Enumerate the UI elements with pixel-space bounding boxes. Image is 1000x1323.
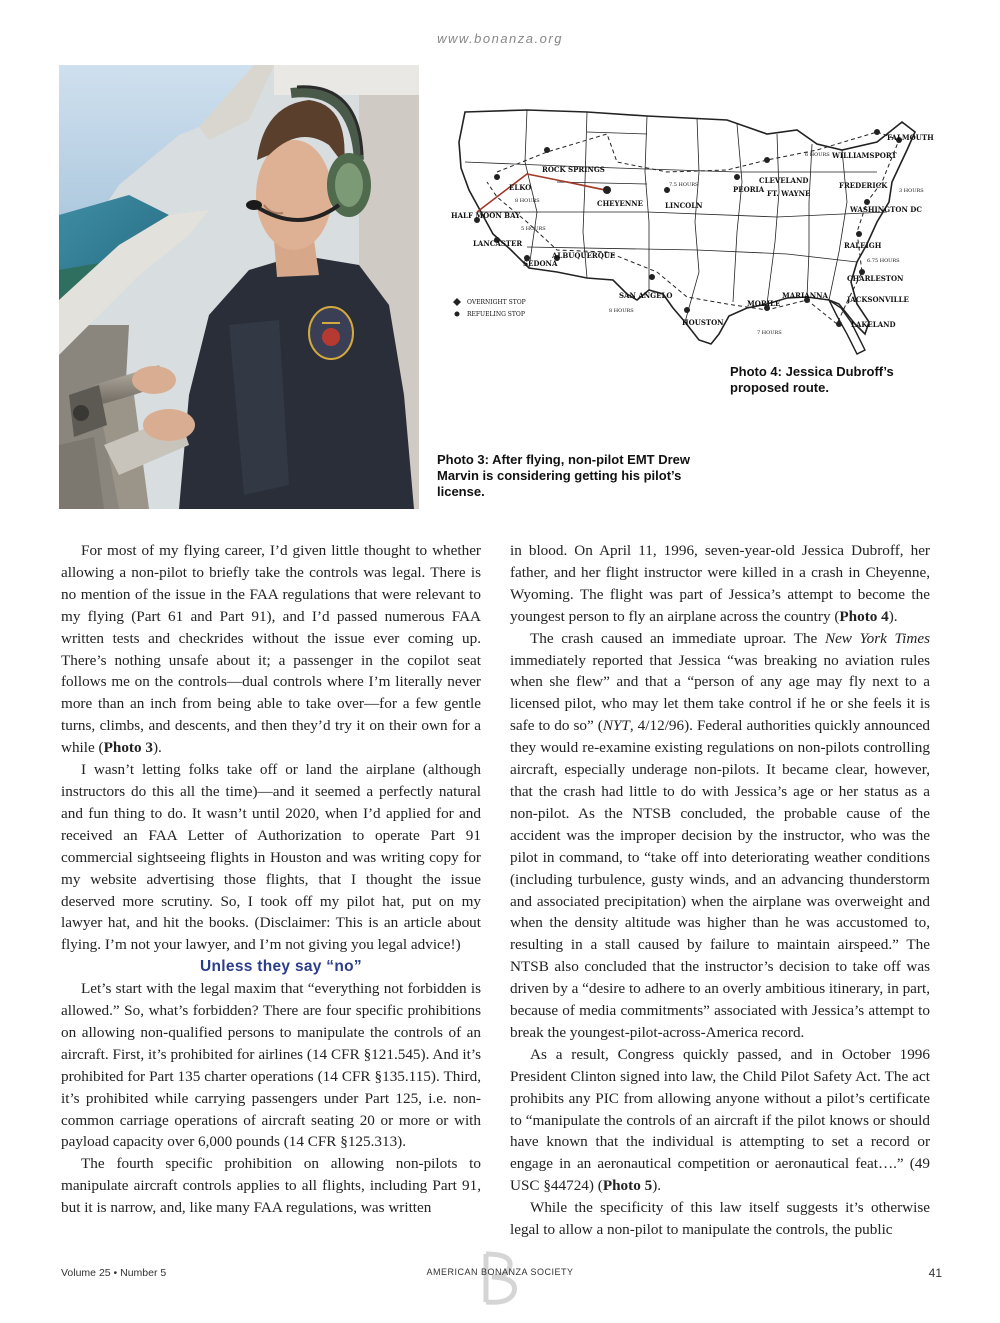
- photo-4-route-map: [437, 72, 942, 362]
- paragraph-1: For most of my flying career, I’d given little thought to whether allowing a non-pilot to briefly take the controls was legal. There is no mention of the issue in the FAA regulations that were relevant to my flying (Part 61 and Part 91), and I’d passed numerous FAA written tests and checkrides without the issue ever coming up. There’s nothing unsafe about it; a passenger in the copilot seat follows me on the controls—dual controls where I’m literally never more than an inch from being able to take over—for a few gentle turns, climbs, and descents, and then they’d try it on their own for a while (Photo 3).: [61, 542, 481, 757]
- nyt-title: New York Times: [824, 629, 930, 647]
- map-hours-7: 7 HOURS: [757, 330, 782, 336]
- photo-3-caption: Photo 3: After flying, non-pilot EMT Drew Marvin is considering getting his pilot’s license.: [437, 452, 690, 499]
- map-label-lincoln: LINCOLN: [665, 201, 703, 210]
- ems-patch: [309, 307, 353, 359]
- map-label-sedona: SEDONA: [523, 259, 558, 268]
- paragraph-5: in blood. On April 11, 1996, seven-year-old Jessica Dubroff, her father, and her flight instructor were killed in a crash in Cheyenne, Wyoming. The flight was part of Jessica’s attempt to become the youngest person to fly an airplane across the country (Photo 4).: [510, 542, 930, 625]
- map-label-san-angelo: SAN ANGELO: [619, 291, 673, 300]
- paragraph-4: The fourth specific prohibition on allowing non-pilots to manipulate aircraft controls applies to all flights, including Part 91, but it is narrow, and, like many FAA regulations, was written: [61, 1155, 481, 1217]
- photo-3-ref: Photo 3: [103, 739, 153, 757]
- map-hours-8b: 8 HOURS: [609, 308, 634, 314]
- map-label-cheyenne: CHEYENNE: [597, 199, 643, 208]
- nyt-cite: NYT: [602, 717, 630, 735]
- bonanza-logo-watermark: [478, 1250, 522, 1306]
- map-label-raleigh: RALEIGH: [844, 241, 882, 250]
- map-hours-7-5: 7.5 HOURS: [669, 182, 699, 188]
- map-label-lakeland: LAKELAND: [851, 320, 896, 329]
- photo-4-caption: Photo 4: Jessica Dubroff’s proposed route.: [730, 364, 894, 395]
- article-column-right: [510, 540, 930, 1241]
- paragraph-2: I wasn’t letting folks take off or land the airplane (although instructors do this all the time)—and it seemed a perfectly natural and fun thing to do. It wasn’t until 2020, when I’d applied for and received an FAA Letter of Authorization to operate Part 91 commercial sightseeing flights in Houston and was writing copy for my website advertising those flights, that I thought the issue deserved more scrutiny. So, I took off my pilot hat, put on my lawyer hat, and hit the books. (Disclaimer: This is an article about flying. I’m not your lawyer, and I’m not giving you legal advice!): [61, 761, 481, 954]
- map-label-half-moon-bay: HALF MOON BAY: [451, 211, 521, 220]
- map-label-williamsport: WILLIAMSPORT: [832, 151, 897, 160]
- photo-3-cockpit: [59, 65, 419, 509]
- map-label-washington: WASHINGTON DC: [850, 205, 922, 214]
- map-label-houston: HOUSTON: [682, 318, 724, 327]
- legend-overnight: OVERNIGHT STOP: [467, 299, 526, 306]
- map-label-frederick: FREDERICK: [839, 181, 888, 190]
- article-column-left: [61, 540, 481, 1219]
- section-heading: Unless they say “no”: [200, 958, 362, 976]
- map-label-falmouth: FALMOUTH: [887, 133, 934, 142]
- site-url[interactable]: www.bonanza.org: [437, 31, 563, 46]
- map-hours-6-75: 6.75 HOURS: [867, 258, 900, 264]
- legend-refueling: REFUELING STOP: [467, 311, 525, 318]
- map-label-marianna: MARIANNA: [782, 291, 828, 300]
- page-number: 41: [928, 1266, 942, 1280]
- map-label-rock-springs: ROCK SPRINGS: [542, 165, 605, 174]
- photo-5-ref: Photo 5: [602, 1177, 653, 1195]
- map-label-mobile: MOBILE: [747, 299, 781, 308]
- footer-volume: Volume 25 • Number 5: [61, 1267, 167, 1279]
- paragraph-7: As a result, Congress quickly passed, and in October 1996 President Clinton signed into law, the Child Pilot Safety Act. The act prohibits any PIC from allowing anyone without a pilot’s certificate to “manipulate the controls of an aircraft if the pilot knows or should have known that the individual is attempting to set a record or engage in an aeronautical competition or aeronautical feat….” (49 USC §44724) (Photo 5).: [510, 1045, 930, 1195]
- map-label-ft-wayne: FT. WAYNE: [767, 189, 811, 198]
- map-label-albuquerque: ALBUQUERQUE: [552, 251, 616, 260]
- photo-4-ref: Photo 4: [839, 607, 889, 625]
- map-label-cleveland: CLEVELAND: [759, 176, 809, 185]
- footer-society: AMERICAN BONANZA SOCIETY: [426, 1267, 574, 1277]
- map-hours-5: 5 HOURS: [521, 226, 546, 232]
- map-hours-6: 6 HOURS: [805, 152, 830, 158]
- paragraph-6: The crash caused an immediate uproar. The New York Times immediately reported that Jessica “was breaking no aviation rules when she flew” and that a “person of any age may fly next to a licensed pilot, who may let them take control if he or she feels it is safe to do so” (NYT, 4/12/96). Federal authorities quickly announced they would re-examine existing regulations on non-pilots controlling aircraft, especially underage non-pilots. It became clear, however, that the crash had little to do with Jessica’s age or her status as a non-pilot. As the NTSB concluded, the probable cause of the accident was the improper decision by the instructor, who was the pilot in command, to “take off into deteriorating weather conditions (including turbulence, gusty winds, and an advancing thunderstorm and associated precipitation) when the airplane was overweight and when the density altitude was higher than he was accustomed to, resulting in a stall caused by failure to maintain airspeed.” The NTSB also concluded that the instructor’s decision to take off was driven by a “desire to adhere to an overly ambitious itinerary, in part, because of media commitments” associated with Jessica’s attempt to break the youngest-pilot-across-America record.: [510, 629, 930, 1041]
- map-hours-3: 3 HOURS: [899, 188, 924, 194]
- map-label-lancaster: LANCASTER: [473, 239, 523, 248]
- map-label-peoria: PEORIA: [733, 185, 765, 194]
- map-label-jacksonville: JACKSONVILLE: [847, 295, 909, 304]
- map-hours-8a: 8 HOURS: [515, 198, 540, 204]
- paragraph-8: While the specificity of this law itself suggests it’s otherwise legal to allow a non-pilot to manipulate the controls, the public: [510, 1199, 930, 1239]
- map-label-charleston: CHARLESTON: [847, 274, 904, 283]
- map-label-elko: ELKO: [509, 183, 532, 192]
- paragraph-3: Let’s start with the legal maxim that “everything not forbidden is allowed.” So, what’s forbidden? There are four specific prohibitions on allowing non-qualified persons to manipulate the controls of an aircraft. First, it’s prohibited for airlines (14 CFR §121.545). And it’s prohibited for Part 135 charter operations (14 CFR §135.115). Third, it’s prohibited while carrying passengers under Part 125, i.e. non-common carriage operations of aircraft seating 20 or more or with payload capacity over 6,000 pounds (14 CFR §125.313).: [61, 980, 481, 1151]
